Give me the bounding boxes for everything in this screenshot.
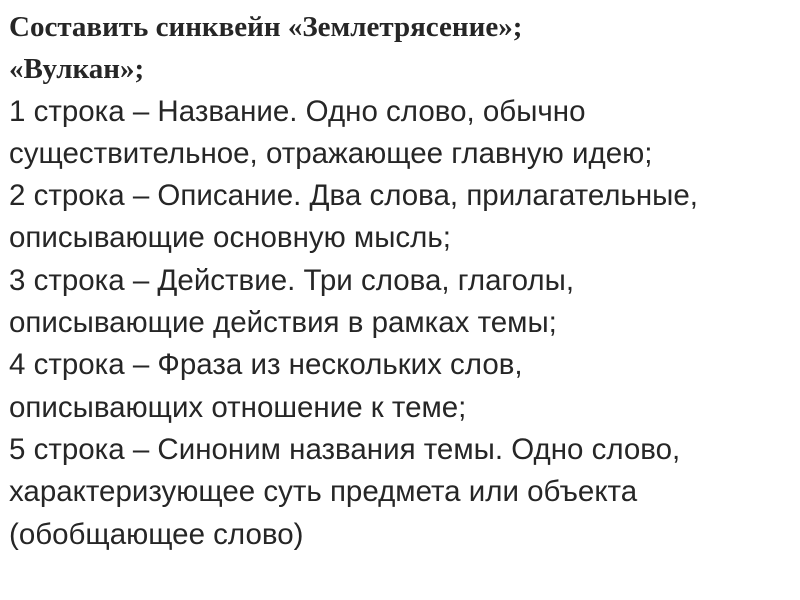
row-4-line-2: описывающих отношение к теме; (9, 390, 467, 424)
row-4-line-1: 4 строка – Фраза из нескольких слов, (9, 348, 523, 382)
row-5-line-1: 5 строка – Синоним названия темы. Одно слово, (9, 432, 681, 466)
instruction-text (9, 6, 790, 556)
title-line-1: Составить синквейн «Землетрясение»; (9, 11, 523, 43)
row-5-line-3: (обобщающее слово) (9, 517, 304, 551)
row-1-line-2: существительное, отражающее главную идею; (9, 136, 653, 170)
row-3-line-1: 3 строка – Действие. Три слова, глаголы, (9, 263, 575, 297)
row-5-line-2: характеризующее суть предмета или объекта (9, 475, 638, 509)
row-2-line-1: 2 строка – Описание. Два слова, прилагательные, (9, 179, 698, 213)
row-3-line-2: описывающие действия в рамках темы; (9, 306, 557, 340)
row-2-line-2: описывающие основную мысль; (9, 221, 451, 255)
title-line-2: «Вулкан»; (9, 53, 145, 86)
row-1-line-1: 1 строка – Название. Одно слово, обычно (9, 94, 586, 128)
